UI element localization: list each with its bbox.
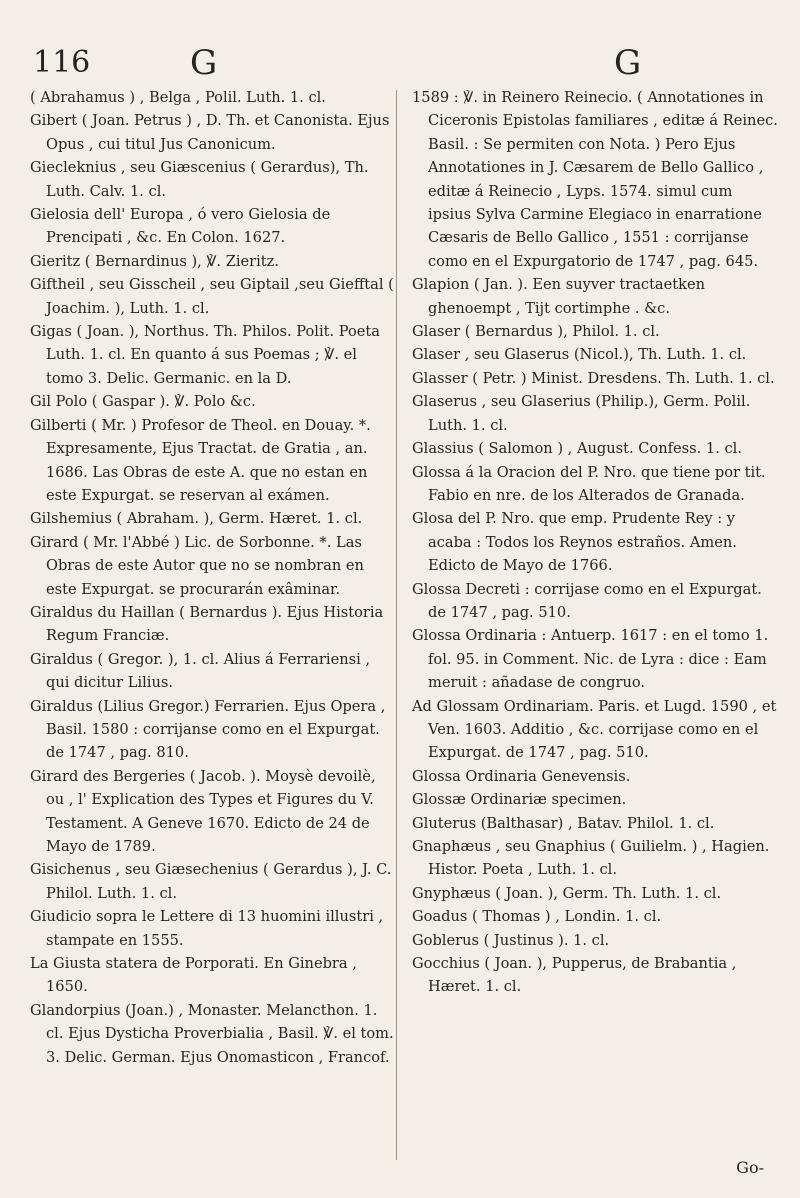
left-column xyxy=(30,86,396,1069)
entry: Gluterus (Balthasar) , Batav. Philol. 1. cl. xyxy=(412,814,715,832)
catchword: Go- xyxy=(736,1158,764,1177)
entry: Giraldus (Lilius Gregor.) Ferrarien. Ejus Opera , Basil. 1580 : corrijanse como en el Expurgat. de 1747 , pag. 810. xyxy=(30,697,386,762)
entry: Glaserus , seu Glaserius (Philip.), Germ. Polil. Luth. 1. cl. xyxy=(412,393,751,434)
entry: Gocchius ( Joan. ), Pupperus, de Brabantia , Hæret. 1. cl. xyxy=(412,955,737,996)
entry: Gigas ( Joan. ), Northus. Th. Philos. Polit. Poeta Luth. 1. cl. En quanto á sus Poemas ; ℣. el tomo 3. Delic. Germanic. en la D. xyxy=(30,323,381,387)
entry: Glossa Decreti : corrijase como en el Expurgat. de 1747 , pag. 510. xyxy=(412,580,762,621)
page-number: 116 xyxy=(33,45,91,80)
entry: Gnaphæus , seu Gnaphius ( Guilielm. ) , Hagien. Histor. Poeta , Luth. 1. cl. xyxy=(412,838,770,879)
entry: Gielosia dell' Europa , ó vero Gielosia de Prencipati , &c. En Colon. 1627. xyxy=(30,206,331,247)
entry: Glaser , seu Glaserus (Nicol.), Th. Luth. 1. cl. xyxy=(412,346,747,364)
entry: Girard des Bergeries ( Jacob. ). Moysè devoilè, ou , l' Explication des Types et Figures du V. Testament. A Geneve 1670. Edicto de 24 de Mayo de 1789. xyxy=(30,767,376,855)
entry: ( Abrahamus ) , Belga , Polil. Luth. 1. cl. xyxy=(30,89,326,106)
entry: Glaser ( Bernardus ), Philol. 1. cl. xyxy=(412,323,660,341)
entry: Gibert ( Joan. Petrus ) , D. Th. et Canonista. Ejus Opus , cui titul Jus Canonicum. xyxy=(30,112,390,153)
entry: Glosa del P. Nro. que emp. Prudente Rey : y acaba : Todos los Reynos estraños. Amen. Edicto de Mayo de 1766. xyxy=(412,510,737,575)
entry: Girard ( Mr. l'Abbé ) Lic. de Sorbonne. *. Las Obras de este Autor que no se nombran en este Expurgat. se procurarán exâminar. xyxy=(30,533,364,598)
entry: Giudicio sopra le Lettere di 13 huomini illustri , stampate en 1555. xyxy=(30,908,384,949)
entry: Ad Glossam Ordinariam. Paris. et Lugd. 1590 , et Ven. 1603. Additio , &c. corrijase como en el Expurgat. de 1747 , pag. 510. xyxy=(412,697,777,762)
entry: Glossa Ordinaria Genevensis. xyxy=(412,767,631,785)
entry: Gisichenus , seu Giæsechenius ( Gerardus ), J. C. Philol. Luth. 1. cl. xyxy=(30,861,392,902)
left-column-letter: G xyxy=(190,43,218,83)
entry: 1589 : ℣. in Reinero Reinecio. ( Annotationes in Ciceronis Epistolas familiares , editæ á Reinec. Basil. : Se permiten con Nota. ) Pero Ejus Annotationes in J. Cæsarem de Bello Gallico , editæ á Reinecio , Lyps. 1574. simul cum ipsius Sylva Carmine Elegiaco in enarratione Cæsaris de Bello Gallico , 1551 : corrijanse como en el Expurgatorio de 1747 , pag. 645. xyxy=(412,89,778,270)
entry: Giraldus du Haillan ( Bernardus ). Ejus Historia Regum Franciæ. xyxy=(30,603,384,645)
entry: Giraldus ( Gregor. ), 1. cl. Alius á Ferrariensi , qui dicitur Lilius. xyxy=(30,650,371,692)
entry: Glapion ( Jan. ). Een suyver tractaetken ghenoempt , Tijt cortimphe . &c. xyxy=(412,276,706,317)
entry: Gil Polo ( Gaspar ). ℣. Polo &c. xyxy=(30,393,256,411)
right-column-letter: G xyxy=(614,43,642,83)
entry: Goadus ( Thomas ) , Londin. 1. cl. xyxy=(412,908,662,926)
entry: Goblerus ( Justinus ). 1. cl. xyxy=(412,931,610,949)
entry: La Giusta statera de Porporati. En Ginebra , 1650. xyxy=(30,955,357,996)
entry: Gilshemius ( Abraham. ), Germ. Hæret. 1. cl. xyxy=(30,510,363,528)
entry: Glossa Ordinaria : Antuerp. 1617 : en el tomo 1. fol. 95. in Comment. Nic. de Lyra : dice : Eam meruit : añadase de congruo. xyxy=(412,627,769,692)
entry: Gnyphæus ( Joan. ), Germ. Th. Luth. 1. cl. xyxy=(412,884,722,902)
entry: Glassius ( Salomon ) , August. Confess. 1. cl. xyxy=(412,440,742,458)
entry: Giftheil , seu Gisscheil , seu Giptail ,seu Giefftal ( Joachim. ), Luth. 1. cl. xyxy=(30,276,394,317)
entry: Gieritz ( Bernardinus ), ℣. Zieritz. xyxy=(30,252,279,270)
entry: Glossa á la Oracion del P. Nro. que tiene por tit. Fabio en nre. de los Alterados de Granada. xyxy=(412,463,766,504)
entry: Glossæ Ordinariæ specimen. xyxy=(412,791,627,809)
entry: Gilberti ( Mr. ) Profesor de Theol. en Douay. *. Expresamente, Ejus Tractat. de Gratia , an. 1686. Las Obras de este A. que no estan en este Expurgat. se reservan al exámen. xyxy=(30,416,371,504)
right-column xyxy=(412,86,778,999)
running-header xyxy=(0,40,800,90)
entry: Glandorpius (Joan.) , Monaster. Melancthon. 1. cl. Ejus Dysticha Proverbialia , Basil. ℣. el tom. 3. Delic. German. Ejus Onomasticon , Francof. xyxy=(30,1001,394,1066)
entry: Glasser ( Petr. ) Minist. Dresdens. Th. Luth. 1. cl. xyxy=(412,369,775,387)
column-divider xyxy=(396,90,397,1160)
entry: Giecleknius , seu Giæscenius ( Gerardus), Th. Luth. Calv. 1. cl. xyxy=(30,159,369,200)
